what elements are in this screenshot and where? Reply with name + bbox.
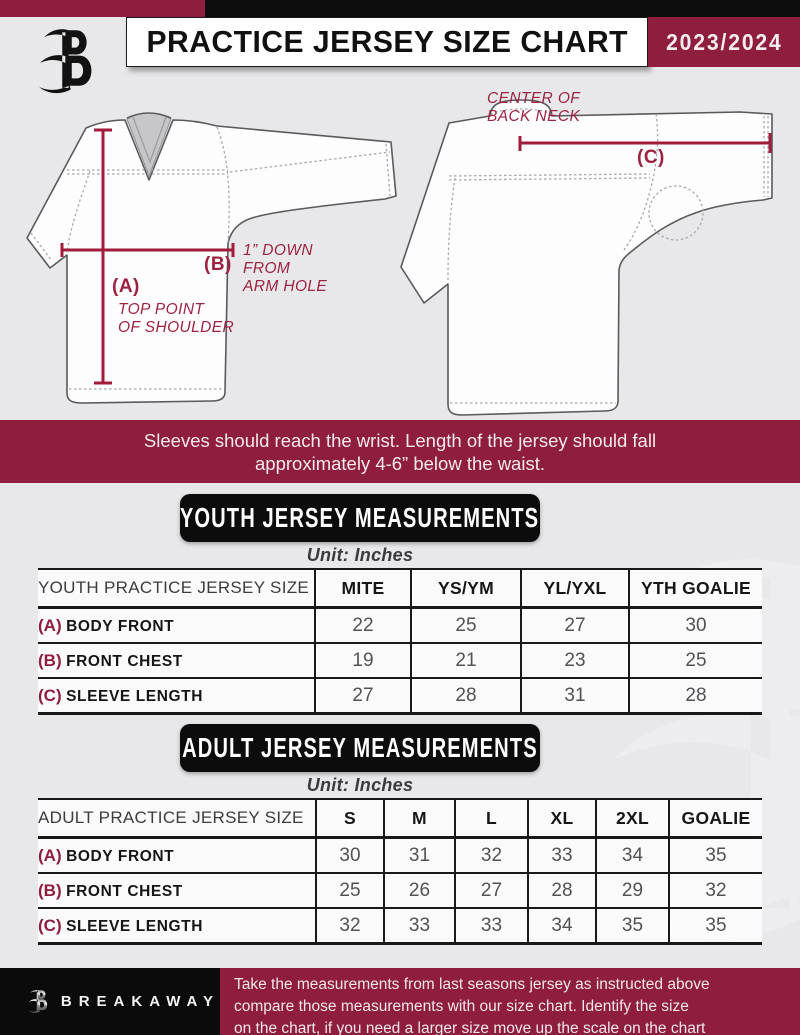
top-accent-bar-black <box>205 0 800 17</box>
youth-col-ysym: YS/YM <box>411 569 521 608</box>
footer-note-line-2: compare those measurements with our size chart. Identify the size <box>234 998 689 1015</box>
cell-value: 25 <box>411 608 521 644</box>
table-row <box>38 873 762 908</box>
cell-value: 35 <box>669 838 762 874</box>
adult-unit-label: Unit: Inches <box>306 775 414 795</box>
shoulder-annotation: TOP POINT OF SHOULDER <box>118 301 235 336</box>
youth-table-label-header: YOUTH PRACTICE JERSEY SIZE <box>38 569 315 608</box>
table-row <box>38 678 762 714</box>
adult-col-l: L <box>455 799 528 838</box>
cell-value: 19 <box>315 643 411 678</box>
adult-section-banner <box>180 724 540 772</box>
back-jersey-outline <box>401 100 772 415</box>
row-label: SLEEVE LENGTH <box>66 917 204 935</box>
row-label: BODY FRONT <box>66 847 175 865</box>
youth-size-table <box>38 568 762 715</box>
label-c: (C) <box>637 147 665 168</box>
row-key: (B) <box>38 650 62 670</box>
footer-note-panel <box>220 968 800 1035</box>
cell-value: 33 <box>384 908 455 944</box>
season-label: 2023/2024 <box>665 28 783 55</box>
adult-col-xl: XL <box>528 799 596 838</box>
cell-value: 35 <box>669 908 762 944</box>
cell-value: 32 <box>316 908 384 944</box>
footer-brand-panel <box>0 968 220 1035</box>
adult-col-2xl: 2XL <box>596 799 669 838</box>
youth-section-title: YOUTH JERSEY MEASUREMENTS <box>180 502 540 533</box>
cell-value: 32 <box>669 873 762 908</box>
label-b: (B) <box>204 254 232 275</box>
footer-note-line-1: Take the measurements from last seasons jersey as instructed above <box>234 976 710 993</box>
row-key: (C) <box>38 915 62 935</box>
cell-value: 30 <box>629 608 762 644</box>
adult-col-goalie: GOALIE <box>669 799 762 838</box>
adult-table-header-row <box>38 799 762 838</box>
top-accent-bar-maroon <box>0 0 205 17</box>
cell-value: 23 <box>521 643 629 678</box>
youth-col-goalie: YTH GOALIE <box>629 569 762 608</box>
table-row <box>38 838 762 874</box>
cell-value: 22 <box>315 608 411 644</box>
title-banner <box>126 17 648 67</box>
cell-value: 33 <box>455 908 528 944</box>
armhole-annotation: 1” DOWN FROM ARM HOLE <box>243 242 328 295</box>
cell-value: 31 <box>384 838 455 874</box>
jersey-diagrams <box>0 70 800 420</box>
footer-brand-name: BREAKAWAY <box>60 993 220 1010</box>
cell-value: 35 <box>596 908 669 944</box>
table-row <box>38 908 762 944</box>
footer-note-line-3: on the chart, if you need a larger size move up the scale on the chart <box>234 1020 706 1035</box>
adult-section-title: ADULT JERSEY MEASUREMENTS <box>182 732 538 763</box>
cell-value: 25 <box>316 873 384 908</box>
cell-value: 28 <box>528 873 596 908</box>
row-label: SLEEVE LENGTH <box>66 687 204 705</box>
adult-col-s: S <box>316 799 384 838</box>
row-key: (A) <box>38 615 62 635</box>
fit-note-banner <box>0 420 800 483</box>
adult-size-table <box>38 798 762 945</box>
cell-value: 27 <box>521 608 629 644</box>
cell-value: 25 <box>629 643 762 678</box>
cell-value: 30 <box>316 838 384 874</box>
cell-value: 26 <box>384 873 455 908</box>
row-label: FRONT CHEST <box>66 652 183 670</box>
youth-table-header-row <box>38 569 762 608</box>
table-row <box>38 608 762 644</box>
row-key: (C) <box>38 685 62 705</box>
row-label: BODY FRONT <box>66 617 175 635</box>
row-label: FRONT CHEST <box>66 882 183 900</box>
cell-value: 29 <box>596 873 669 908</box>
fit-note-line-1: Sleeves should reach the wrist. Length of the jersey should fall <box>143 429 657 451</box>
youth-col-ylyxl: YL/YXL <box>521 569 629 608</box>
cell-value: 28 <box>411 678 521 714</box>
cell-value: 31 <box>521 678 629 714</box>
cell-value: 34 <box>528 908 596 944</box>
youth-unit-label: Unit: Inches <box>306 545 414 565</box>
cell-value: 27 <box>315 678 411 714</box>
cell-value: 33 <box>528 838 596 874</box>
cell-value: 32 <box>455 838 528 874</box>
back-neck-annotation: CENTER OF BACK NECK <box>487 90 581 125</box>
adult-col-m: M <box>384 799 455 838</box>
table-row <box>38 643 762 678</box>
footer-b-logo-icon <box>28 984 49 1020</box>
cell-value: 27 <box>455 873 528 908</box>
youth-col-mite: MITE <box>315 569 411 608</box>
label-a: (A) <box>112 276 140 297</box>
youth-section-banner <box>180 494 540 542</box>
cell-value: 34 <box>596 838 669 874</box>
row-key: (B) <box>38 880 62 900</box>
row-key: (A) <box>38 845 62 865</box>
cell-value: 28 <box>629 678 762 714</box>
adult-table-label-header: ADULT PRACTICE JERSEY SIZE <box>38 799 316 838</box>
cell-value: 21 <box>411 643 521 678</box>
season-banner <box>648 17 800 67</box>
page-title: PRACTICE JERSEY SIZE CHART <box>146 24 628 59</box>
fit-note-line-2: approximately 4-6” below the waist. <box>255 452 545 474</box>
